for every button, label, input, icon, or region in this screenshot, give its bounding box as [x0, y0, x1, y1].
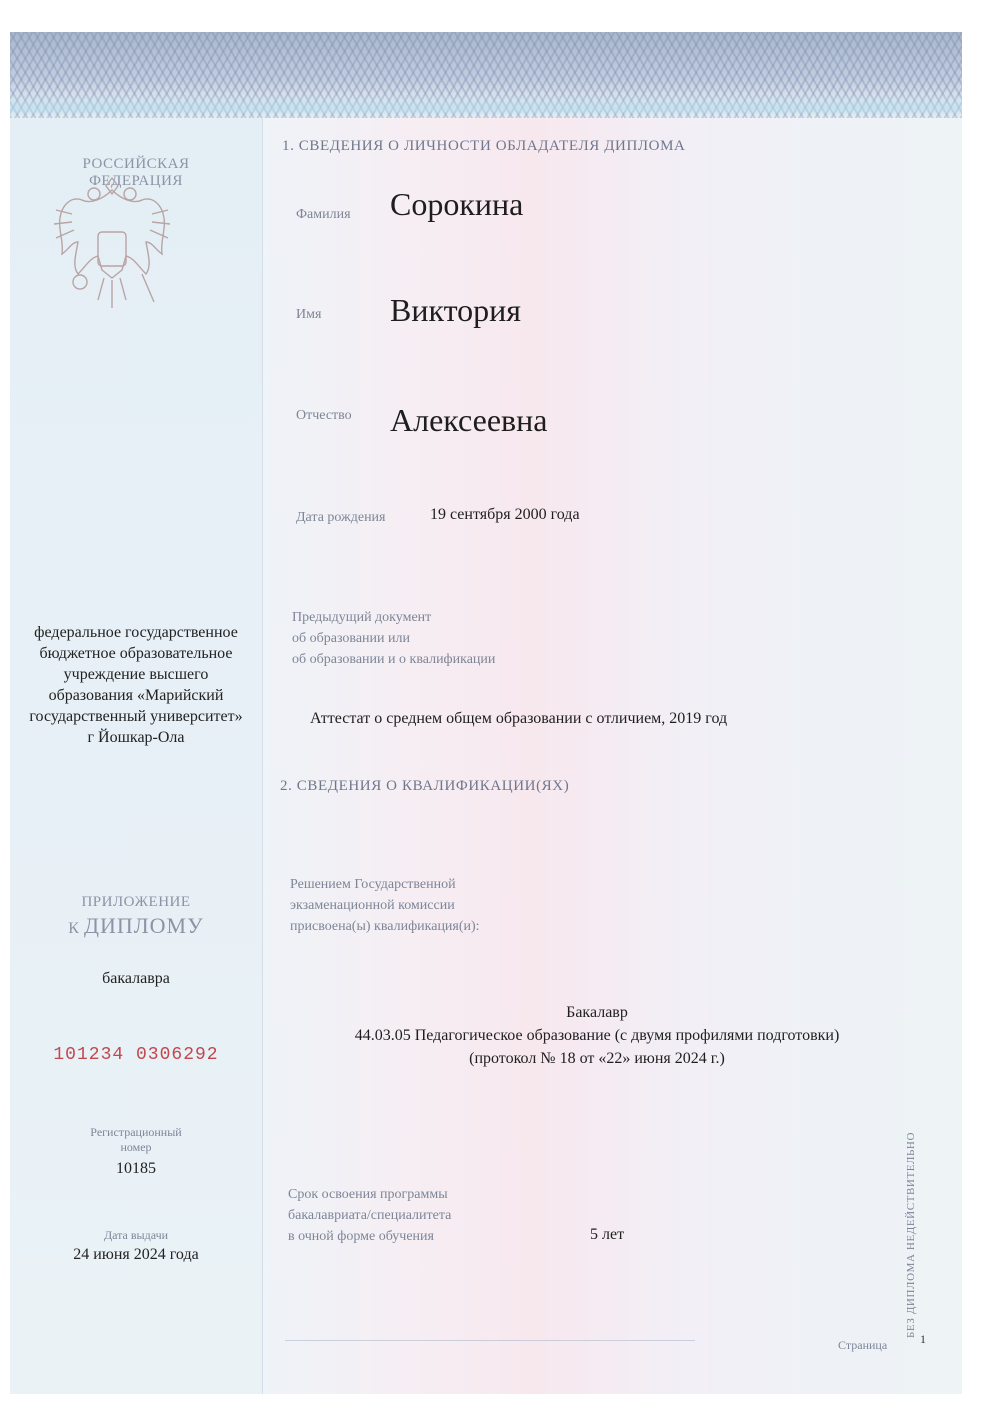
side-note: БЕЗ ДИПЛОМА НЕДЕЙСТВИТЕЛЬНО	[905, 1131, 917, 1338]
birth-date: 19 сентября 2000 года	[430, 506, 580, 523]
decision-label-line: экзаменационной комиссии	[290, 898, 455, 913]
institution-line: государственный университет»	[29, 708, 243, 725]
prev-doc-label-line: об образовании или	[292, 631, 410, 646]
qualification-program: 44.03.05 Педагогическое образование (с двумя профилями подготовки)	[354, 1027, 840, 1044]
patronymic-label: Отчество	[296, 408, 352, 423]
country-line-2: ФЕДЕРАЦИЯ	[89, 173, 183, 189]
fold-line	[262, 118, 263, 1394]
section-1-title: 1. СВЕДЕНИЯ О ЛИЧНОСТИ ОБЛАДАТЕЛЯ ДИПЛОМА	[282, 138, 686, 154]
page-label: Страница	[838, 1338, 888, 1352]
duration-label-line: в очной форме обучения	[288, 1229, 434, 1244]
qualification-protocol: (протокол № 18 от «22» июня 2024 г.)	[469, 1050, 725, 1067]
qualification-block	[282, 1001, 912, 1070]
duration-label-line: бакалавриата/специалитета	[288, 1208, 452, 1223]
institution-block	[10, 622, 262, 748]
section-2-title: 2. СВЕДЕНИЯ О КВАЛИФИКАЦИИ(ЯХ)	[280, 778, 570, 794]
issue-date: 24 июня 2024 года	[73, 1246, 199, 1263]
bottom-rule	[285, 1340, 695, 1341]
band-edge	[10, 94, 962, 118]
surname-label: Фамилия	[296, 207, 351, 222]
reg-label	[10, 1125, 262, 1155]
decision-label-line: присвоена(ы) квалификация(и):	[290, 919, 480, 934]
doc-title-prefix: К	[68, 920, 80, 937]
name-value: Виктория	[390, 292, 521, 328]
patronymic-value: Алексеевна	[390, 402, 548, 438]
institution-line: учреждение высшего	[63, 666, 209, 683]
doc-title-line-2	[10, 913, 262, 939]
page-number: 1	[920, 1332, 926, 1346]
prev-doc-label-line: об образовании и о квалификации	[292, 652, 496, 667]
decision-label-line: Решением Государственной	[290, 877, 456, 892]
duration-value: 5 лет	[590, 1226, 625, 1243]
institution-line: образования «Марийский	[48, 687, 224, 704]
surname-value: Сорокина	[390, 186, 524, 222]
doc-title-main: ДИПЛОМУ	[83, 913, 204, 938]
institution-line: федеральное государственное	[34, 624, 238, 641]
prev-doc-label	[292, 607, 495, 670]
birth-label: Дата рождения	[296, 510, 386, 525]
reg-label-line-1: Регистрационный	[90, 1125, 182, 1139]
country-line-1: РОССИЙСКАЯ	[82, 156, 190, 172]
coat-of-arms-icon	[42, 170, 182, 320]
doc-title	[10, 894, 262, 939]
duration-label	[288, 1184, 451, 1247]
reg-number: 10185	[116, 1160, 156, 1177]
issue-label: Дата выдачи	[103, 1228, 169, 1242]
prev-doc-label-line: Предыдущий документ	[292, 610, 432, 625]
institution-line: бюджетное образовательное	[39, 645, 233, 662]
institution-line: г Йошкар-Ола	[87, 729, 185, 746]
duration-label-line: Срок освоения программы	[288, 1187, 448, 1202]
prev-doc-value: Аттестат о среднем общем образовании с отличием, 2019 год	[310, 710, 728, 727]
name-label: Имя	[296, 307, 322, 322]
qualification-title: Бакалавр	[566, 1004, 628, 1021]
serial-number: 101234 0306292	[53, 1045, 219, 1065]
degree-level: бакалавра	[102, 970, 170, 987]
decision-label	[290, 874, 480, 937]
doc-title-line-1: ПРИЛОЖЕНИЕ	[81, 894, 191, 910]
reg-label-line-2: номер	[120, 1140, 152, 1154]
